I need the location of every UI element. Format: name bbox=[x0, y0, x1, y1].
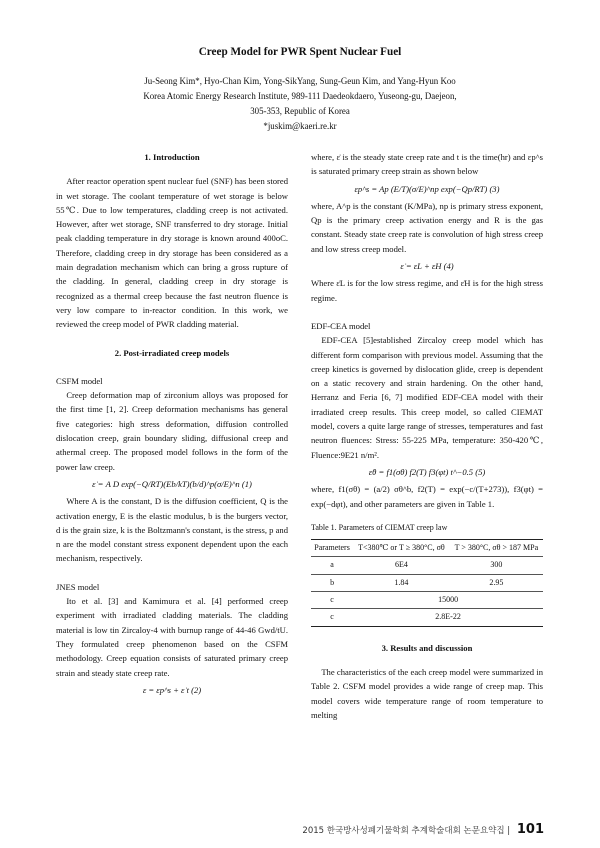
equation-1: ε̇ = A D exp(−Q/RT)(Eb/kT)(b/d)^p(σ/E)^n (1) bbox=[92, 478, 252, 489]
equation-2-explanation: where, ε̇ is the steady state creep rate and t is the time(hr) and εp^s is saturated primary creep strain as shown below bbox=[311, 152, 543, 177]
table-cell: 6E4 bbox=[353, 557, 450, 574]
subheading-csfm: CSFM model bbox=[56, 375, 103, 386]
table-row bbox=[311, 609, 543, 626]
section-heading-post-irradiated: 2. Post-irradiated creep models bbox=[114, 347, 230, 358]
equation-5: ε̇θ = f1(σθ) f2(T) f3(φt) t^−0.5 (5) bbox=[368, 466, 486, 477]
equation-3-explanation: where, A^p is the constant (K/MPa), np is primary stress exponent, Qp is the primary creep activation energy and R is the gas constant. Steady state creep rate is convolution of high stress creep and low stress creep model. bbox=[311, 200, 543, 254]
table-cell: 2.8E-22 bbox=[353, 609, 543, 626]
table-row bbox=[311, 557, 543, 574]
author-block bbox=[60, 74, 540, 134]
subheading-edf-cea: EDF-CEA model bbox=[311, 320, 371, 331]
equation-4-explanation: Where ε̇L is for the low stress regime, and ε̇H is for the high stress regime. bbox=[311, 278, 543, 303]
table-header-parameters: Parameters bbox=[311, 540, 353, 557]
equation-5-explanation: where, f1(σθ) = (a/2) σθ^b, f2(T) = exp(−c/(T+273)), f3(φt) = exp(−dφt), and other parameters are given in Table 1. bbox=[311, 484, 543, 509]
table-cell: c bbox=[311, 592, 353, 609]
author-email: *juskim@kaeri.re.kr bbox=[263, 121, 337, 131]
table-cell: 2.95 bbox=[450, 574, 543, 591]
table-cell: c bbox=[311, 609, 353, 626]
section-heading-introduction: 1. Introduction bbox=[144, 152, 200, 162]
edf-cea-paragraph: EDF-CEA [5]established Zircaloy creep model which has different form comparison with previous model. Assuming that the creep kinetics is governed by dislocation glide, creep is dependent on a static recovery and strain hardening. On the other hand, Herranz and Feria [6, 7] modified EDF-CEA model with their irradiated creep results. This creep model, so called CIEMAT model, covers a quite large range of stresses, temperatures and fast neutron fluences: Stress: 55-225 MPa, temperature: 350-420℃, Fluence:9E21 n/m². bbox=[311, 335, 543, 460]
parameters-table bbox=[311, 539, 543, 626]
table-header-low-temp: T<380℃ or T ≥ 380°C, σθ bbox=[353, 540, 450, 557]
equation-3: εp^s = Ap (E/T)(σ/E)^np exp(−Qp/RT) (3) bbox=[354, 183, 500, 194]
jnes-paragraph: Ito et al. [3] and Kamimura et al. [4] performed creep experiment with irradiated cladding materials. The cladding material is low tin Zircaloy-4 with burnup range of 44-46 Gwd/tU. They formulated creep phenomenon based on the CSFM methodology. Creep equation consists of saturated primary creep strain and steady state creep rate. bbox=[56, 596, 288, 678]
table-cell: 15000 bbox=[353, 592, 543, 609]
page-number: 101 bbox=[516, 822, 544, 837]
right-column bbox=[311, 150, 543, 722]
table-row bbox=[311, 592, 543, 609]
page-footer bbox=[302, 822, 544, 837]
table-cell: a bbox=[311, 557, 353, 574]
equation-2: ε = εp^s + ε̇ t (2) bbox=[142, 684, 202, 695]
section-heading-results: 3. Results and discussion bbox=[381, 642, 473, 653]
left-column bbox=[56, 150, 288, 700]
footer-conference-text: 2015 한국방사성폐기물학회 추계학술대회 논문요약집 bbox=[302, 826, 505, 836]
equation-1-explanation: Where A is the constant, D is the diffusion coefficient, Q is the activation energy, E is the elastic modulus, b is the burgers vector, d is the grain size, k is the Boltzmann's constant, is the stress, p and n are the model constant stress exponent dependent upon the each mechanism, respectively. bbox=[56, 496, 288, 564]
author-address: 305-353, Republic of Korea bbox=[250, 106, 350, 116]
footer-separator: | bbox=[507, 826, 511, 836]
table-caption: Table 1. Parameters of CIEMAT creep law bbox=[311, 522, 448, 532]
author-names: Ju-Seong Kim*, Hyo-Chan Kim, Yong-SikYang, Sung-Geun Kim, and Yang-Hyun Koo bbox=[144, 76, 456, 86]
results-paragraph: The characteristics of the each creep model were summarized in Table 2. CSFM model provides a wide range of creep map. This model covers wide temperature range of room temperature to melting bbox=[311, 666, 543, 720]
paper-title: Creep Model for PWR Spent Nuclear Fuel bbox=[198, 46, 402, 58]
table-cell: 300 bbox=[450, 557, 543, 574]
table-cell: b bbox=[311, 574, 353, 591]
table-cell: 1.84 bbox=[353, 574, 450, 591]
introduction-paragraph: After reactor operation spent nuclear fuel (SNF) has been stored in wet storage. The coolant temperature of wet storage is below 55℃. Due to low temperatures, cladding creep is not activated. However, after wet storage, SNF transferred to dry storage. Initial peak cladding temperature in dry storage is known around 400oC. Therefore, cladding creep in dry storage has been considered as a main degradation mechanism which can bring a gross rupture of the cladding. In general, cladding creep in dry storage is recognized as a thermal creep because the fast neutron fluence is very low compare to in-reactor condition. In this work, we reviewed the creep model of PWR cladding material. bbox=[56, 176, 288, 330]
subheading-jnes: JNES model bbox=[56, 581, 100, 592]
author-affiliation: Korea Atomic Energy Research Institute, 989-111 Daedeokdaero, Yuseong-gu, Daejeon, bbox=[143, 91, 457, 101]
table-header-high-temp: T > 380°C, σθ > 187 MPa bbox=[450, 540, 543, 557]
equation-4: ε̇ = ε̇L + ε̇H (4) bbox=[400, 261, 454, 272]
csfm-paragraph: Creep deformation map of zirconium alloys was proposed for the first time [1, 2]. Creep deformation mechanisms has general five categories: high stress deformation, diffusion controlled dislocation creep, grain boundary sliding, diffusional creep and athermal creep. The proposed model follows in the form of the power law creep. bbox=[56, 390, 288, 472]
table-row bbox=[311, 574, 543, 591]
